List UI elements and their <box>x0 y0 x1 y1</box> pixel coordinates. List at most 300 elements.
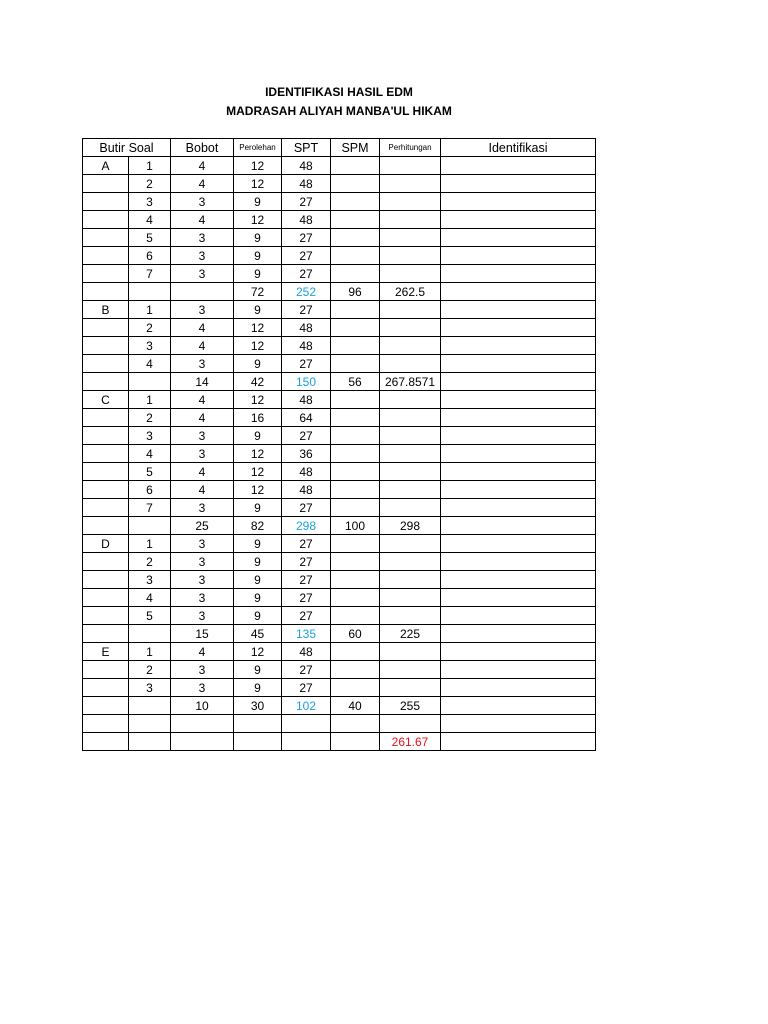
cell-perolehan: 9 <box>234 589 282 607</box>
cell-perolehan: 9 <box>234 499 282 517</box>
cell-bobot: 3 <box>171 229 234 247</box>
cell-nomor <box>129 283 171 301</box>
cell-perolehan: 9 <box>234 301 282 319</box>
cell-nomor: 6 <box>129 481 171 499</box>
table-row <box>83 535 596 553</box>
cell-bobot: 3 <box>171 553 234 571</box>
cell-spm <box>331 715 380 733</box>
grand-total-row <box>83 733 596 751</box>
cell-section <box>83 355 129 373</box>
cell-perhitungan <box>380 409 441 427</box>
edm-table <box>82 138 596 751</box>
cell-identifikasi <box>441 589 596 607</box>
table-row <box>83 679 596 697</box>
table-row <box>83 319 596 337</box>
cell-perolehan: 9 <box>234 193 282 211</box>
cell-spm <box>331 553 380 571</box>
cell-spm: 56 <box>331 373 380 391</box>
cell-perolehan: 9 <box>234 229 282 247</box>
cell-identifikasi <box>441 193 596 211</box>
cell-spt <box>282 733 331 751</box>
cell-identifikasi <box>441 175 596 193</box>
cell-identifikasi <box>441 481 596 499</box>
cell-spt: 36 <box>282 445 331 463</box>
cell-perolehan: 12 <box>234 391 282 409</box>
cell-nomor <box>129 625 171 643</box>
cell-perhitungan <box>380 607 441 625</box>
cell-spm: 100 <box>331 517 380 535</box>
cell-bobot: 4 <box>171 337 234 355</box>
table-row <box>83 643 596 661</box>
cell-nomor: 1 <box>129 157 171 175</box>
cell-section <box>83 229 129 247</box>
cell-section: E <box>83 643 129 661</box>
cell-perhitungan <box>380 499 441 517</box>
cell-perhitungan <box>380 175 441 193</box>
cell-bobot: 3 <box>171 355 234 373</box>
cell-section <box>83 625 129 643</box>
cell-spt: 27 <box>282 607 331 625</box>
cell-identifikasi <box>441 337 596 355</box>
cell-perolehan <box>234 733 282 751</box>
table-row <box>83 427 596 445</box>
cell-section: C <box>83 391 129 409</box>
cell-spt: 27 <box>282 427 331 445</box>
cell-spm <box>331 157 380 175</box>
cell-spt: 48 <box>282 391 331 409</box>
cell-identifikasi <box>441 373 596 391</box>
cell-spt: 27 <box>282 535 331 553</box>
cell-spt: 48 <box>282 463 331 481</box>
cell-spt: 48 <box>282 337 331 355</box>
cell-identifikasi <box>441 517 596 535</box>
cell-perhitungan <box>380 157 441 175</box>
cell-bobot: 14 <box>171 373 234 391</box>
cell-identifikasi <box>441 445 596 463</box>
cell-identifikasi <box>441 535 596 553</box>
cell-spt <box>282 715 331 733</box>
cell-spt: 48 <box>282 481 331 499</box>
cell-perolehan: 82 <box>234 517 282 535</box>
table-row <box>83 337 596 355</box>
header-identifikasi: Identifikasi <box>441 139 596 157</box>
cell-section <box>83 715 129 733</box>
cell-perolehan: 12 <box>234 211 282 229</box>
cell-perolehan: 12 <box>234 175 282 193</box>
cell-section <box>83 571 129 589</box>
cell-identifikasi <box>441 301 596 319</box>
cell-nomor: 1 <box>129 301 171 319</box>
cell-section <box>83 337 129 355</box>
cell-spt: 27 <box>282 589 331 607</box>
table-row <box>83 391 596 409</box>
table-row <box>83 607 596 625</box>
cell-perolehan: 72 <box>234 283 282 301</box>
cell-bobot: 3 <box>171 607 234 625</box>
cell-bobot: 3 <box>171 193 234 211</box>
cell-identifikasi <box>441 157 596 175</box>
cell-bobot: 4 <box>171 391 234 409</box>
cell-section <box>83 247 129 265</box>
cell-identifikasi <box>441 697 596 715</box>
table-row <box>83 571 596 589</box>
cell-spt: 27 <box>282 301 331 319</box>
cell-perolehan: 12 <box>234 481 282 499</box>
cell-section <box>83 193 129 211</box>
cell-identifikasi <box>441 211 596 229</box>
cell-nomor <box>129 733 171 751</box>
cell-spm <box>331 463 380 481</box>
cell-section <box>83 661 129 679</box>
cell-perhitungan: 225 <box>380 625 441 643</box>
cell-nomor: 2 <box>129 553 171 571</box>
cell-identifikasi <box>441 625 596 643</box>
table-row <box>83 247 596 265</box>
cell-nomor: 3 <box>129 337 171 355</box>
subtotal-row <box>83 697 596 715</box>
cell-section <box>83 463 129 481</box>
page-title: IDENTIFIKASI HASIL EDM <box>265 85 413 99</box>
cell-spt: 27 <box>282 265 331 283</box>
cell-spm <box>331 409 380 427</box>
cell-spt: 27 <box>282 247 331 265</box>
cell-section <box>83 427 129 445</box>
cell-bobot: 3 <box>171 661 234 679</box>
cell-nomor: 5 <box>129 229 171 247</box>
cell-spm <box>331 211 380 229</box>
cell-spm <box>331 589 380 607</box>
cell-identifikasi <box>441 571 596 589</box>
cell-bobot: 4 <box>171 463 234 481</box>
cell-bobot: 3 <box>171 679 234 697</box>
cell-perhitungan <box>380 679 441 697</box>
cell-nomor: 5 <box>129 607 171 625</box>
cell-nomor: 3 <box>129 571 171 589</box>
subtotal-row <box>83 517 596 535</box>
cell-spt: 64 <box>282 409 331 427</box>
cell-perhitungan <box>380 463 441 481</box>
cell-bobot: 3 <box>171 571 234 589</box>
cell-nomor: 4 <box>129 355 171 373</box>
cell-spm <box>331 679 380 697</box>
cell-section <box>83 445 129 463</box>
cell-section: B <box>83 301 129 319</box>
cell-perolehan: 12 <box>234 445 282 463</box>
cell-bobot: 4 <box>171 211 234 229</box>
cell-perhitungan: 262.5 <box>380 283 441 301</box>
cell-spm <box>331 247 380 265</box>
cell-perolehan: 12 <box>234 643 282 661</box>
cell-spt: 27 <box>282 679 331 697</box>
cell-spm <box>331 571 380 589</box>
header-spt: SPT <box>282 139 331 157</box>
cell-perhitungan <box>380 481 441 499</box>
cell-spm <box>331 301 380 319</box>
cell-nomor: 4 <box>129 445 171 463</box>
cell-perolehan: 45 <box>234 625 282 643</box>
cell-nomor: 1 <box>129 643 171 661</box>
cell-spt: 48 <box>282 157 331 175</box>
cell-nomor <box>129 697 171 715</box>
cell-identifikasi <box>441 715 596 733</box>
table-row <box>83 157 596 175</box>
table-row <box>83 355 596 373</box>
cell-perolehan: 9 <box>234 661 282 679</box>
cell-spt: 252 <box>282 283 331 301</box>
cell-bobot: 25 <box>171 517 234 535</box>
cell-bobot: 3 <box>171 427 234 445</box>
table-row <box>83 499 596 517</box>
cell-bobot: 4 <box>171 157 234 175</box>
cell-bobot: 4 <box>171 319 234 337</box>
cell-perolehan: 9 <box>234 535 282 553</box>
cell-section <box>83 607 129 625</box>
cell-spt: 27 <box>282 499 331 517</box>
cell-perolehan: 12 <box>234 157 282 175</box>
cell-section <box>83 733 129 751</box>
cell-spm <box>331 175 380 193</box>
table-row <box>83 211 596 229</box>
header-perolehan: Perolehan <box>234 139 282 157</box>
cell-nomor: 2 <box>129 409 171 427</box>
cell-perolehan: 16 <box>234 409 282 427</box>
cell-perhitungan: 255 <box>380 697 441 715</box>
cell-bobot: 10 <box>171 697 234 715</box>
cell-identifikasi <box>441 427 596 445</box>
cell-perhitungan <box>380 355 441 373</box>
cell-perhitungan <box>380 193 441 211</box>
cell-identifikasi <box>441 265 596 283</box>
cell-nomor: 5 <box>129 463 171 481</box>
cell-spt: 48 <box>282 319 331 337</box>
cell-spm <box>331 481 380 499</box>
cell-perhitungan <box>380 265 441 283</box>
cell-bobot: 3 <box>171 265 234 283</box>
cell-spt: 27 <box>282 571 331 589</box>
table-row <box>83 589 596 607</box>
subtotal-row <box>83 373 596 391</box>
cell-section <box>83 679 129 697</box>
cell-perolehan: 42 <box>234 373 282 391</box>
cell-section <box>83 499 129 517</box>
cell-bobot <box>171 733 234 751</box>
cell-perhitungan <box>380 661 441 679</box>
cell-spm <box>331 607 380 625</box>
cell-perhitungan <box>380 553 441 571</box>
subtotal-row <box>83 625 596 643</box>
cell-perolehan: 9 <box>234 679 282 697</box>
cell-perolehan: 9 <box>234 265 282 283</box>
cell-nomor: 4 <box>129 589 171 607</box>
cell-perhitungan <box>380 715 441 733</box>
table-row <box>83 301 596 319</box>
cell-bobot: 3 <box>171 499 234 517</box>
cell-bobot: 4 <box>171 175 234 193</box>
cell-identifikasi <box>441 679 596 697</box>
cell-section <box>83 481 129 499</box>
cell-identifikasi <box>441 247 596 265</box>
cell-identifikasi <box>441 499 596 517</box>
table-row <box>83 409 596 427</box>
cell-bobot: 4 <box>171 409 234 427</box>
cell-spt: 27 <box>282 553 331 571</box>
cell-spt: 102 <box>282 697 331 715</box>
table-row <box>83 193 596 211</box>
cell-section <box>83 697 129 715</box>
cell-nomor: 1 <box>129 535 171 553</box>
cell-spm <box>331 499 380 517</box>
header-bobot: Bobot <box>171 139 234 157</box>
table-row <box>83 481 596 499</box>
cell-perhitungan <box>380 301 441 319</box>
cell-identifikasi <box>441 391 596 409</box>
cell-identifikasi <box>441 463 596 481</box>
table-row <box>83 229 596 247</box>
cell-section <box>83 175 129 193</box>
table-row <box>83 175 596 193</box>
cell-spm <box>331 193 380 211</box>
cell-nomor <box>129 517 171 535</box>
cell-perolehan: 30 <box>234 697 282 715</box>
cell-spt: 27 <box>282 229 331 247</box>
cell-section: D <box>83 535 129 553</box>
cell-bobot: 3 <box>171 247 234 265</box>
cell-perhitungan <box>380 319 441 337</box>
cell-spm <box>331 445 380 463</box>
cell-perolehan: 9 <box>234 247 282 265</box>
cell-section <box>83 409 129 427</box>
cell-bobot: 3 <box>171 535 234 553</box>
cell-spt: 135 <box>282 625 331 643</box>
cell-perolehan: 9 <box>234 553 282 571</box>
cell-identifikasi <box>441 283 596 301</box>
table-body <box>83 157 596 751</box>
cell-bobot: 4 <box>171 643 234 661</box>
cell-section: A <box>83 157 129 175</box>
cell-identifikasi <box>441 319 596 337</box>
cell-spt: 48 <box>282 643 331 661</box>
cell-section <box>83 211 129 229</box>
cell-identifikasi <box>441 661 596 679</box>
cell-bobot: 3 <box>171 301 234 319</box>
cell-nomor: 7 <box>129 499 171 517</box>
cell-spm <box>331 643 380 661</box>
cell-perhitungan <box>380 535 441 553</box>
cell-nomor: 7 <box>129 265 171 283</box>
cell-perolehan: 9 <box>234 427 282 445</box>
cell-perolehan <box>234 715 282 733</box>
header-spm: SPM <box>331 139 380 157</box>
cell-identifikasi <box>441 553 596 571</box>
table-row <box>83 553 596 571</box>
cell-nomor: 2 <box>129 319 171 337</box>
table-row <box>83 265 596 283</box>
cell-identifikasi <box>441 607 596 625</box>
cell-bobot: 4 <box>171 481 234 499</box>
cell-perolehan: 12 <box>234 337 282 355</box>
cell-perolehan: 9 <box>234 607 282 625</box>
cell-spm <box>331 733 380 751</box>
cell-section <box>83 265 129 283</box>
cell-nomor: 2 <box>129 175 171 193</box>
cell-section <box>83 553 129 571</box>
cell-bobot <box>171 283 234 301</box>
cell-perhitungan <box>380 229 441 247</box>
cell-spt: 27 <box>282 193 331 211</box>
cell-bobot: 15 <box>171 625 234 643</box>
table-header-row <box>83 139 596 157</box>
cell-spm: 60 <box>331 625 380 643</box>
cell-perhitungan <box>380 337 441 355</box>
cell-nomor: 1 <box>129 391 171 409</box>
table-row <box>83 715 596 733</box>
header-butir-soal: Butir Soal <box>83 139 171 157</box>
cell-identifikasi <box>441 409 596 427</box>
cell-spt: 48 <box>282 211 331 229</box>
cell-identifikasi <box>441 355 596 373</box>
cell-perolehan: 12 <box>234 319 282 337</box>
cell-spm: 96 <box>331 283 380 301</box>
cell-spm <box>331 535 380 553</box>
cell-perhitungan: 261.67 <box>380 733 441 751</box>
cell-perhitungan: 267.8571 <box>380 373 441 391</box>
cell-spm <box>331 427 380 445</box>
cell-section <box>83 319 129 337</box>
cell-spt: 150 <box>282 373 331 391</box>
cell-spm <box>331 319 380 337</box>
cell-spm <box>331 355 380 373</box>
header-perhitungan: Perhitungan <box>380 139 441 157</box>
cell-nomor: 4 <box>129 211 171 229</box>
cell-spt: 27 <box>282 355 331 373</box>
cell-identifikasi <box>441 643 596 661</box>
cell-nomor: 3 <box>129 193 171 211</box>
cell-perolehan: 12 <box>234 463 282 481</box>
cell-bobot <box>171 715 234 733</box>
cell-perhitungan <box>380 247 441 265</box>
table-row <box>83 661 596 679</box>
cell-nomor: 2 <box>129 661 171 679</box>
cell-spt: 298 <box>282 517 331 535</box>
cell-perhitungan <box>380 445 441 463</box>
cell-spm <box>331 229 380 247</box>
cell-spt: 27 <box>282 661 331 679</box>
cell-perhitungan <box>380 211 441 229</box>
cell-nomor: 6 <box>129 247 171 265</box>
table-row <box>83 445 596 463</box>
cell-perolehan: 9 <box>234 355 282 373</box>
cell-nomor <box>129 373 171 391</box>
cell-spm <box>331 391 380 409</box>
cell-spm <box>331 337 380 355</box>
cell-nomor: 3 <box>129 679 171 697</box>
cell-spm <box>331 661 380 679</box>
cell-identifikasi <box>441 733 596 751</box>
cell-section <box>83 283 129 301</box>
cell-spm: 40 <box>331 697 380 715</box>
cell-perhitungan <box>380 427 441 445</box>
cell-perhitungan <box>380 643 441 661</box>
subtotal-row <box>83 283 596 301</box>
cell-section <box>83 517 129 535</box>
cell-nomor: 3 <box>129 427 171 445</box>
cell-perhitungan: 298 <box>380 517 441 535</box>
cell-perolehan: 9 <box>234 571 282 589</box>
cell-spt: 48 <box>282 175 331 193</box>
cell-section <box>83 373 129 391</box>
cell-perhitungan <box>380 589 441 607</box>
cell-spm <box>331 265 380 283</box>
